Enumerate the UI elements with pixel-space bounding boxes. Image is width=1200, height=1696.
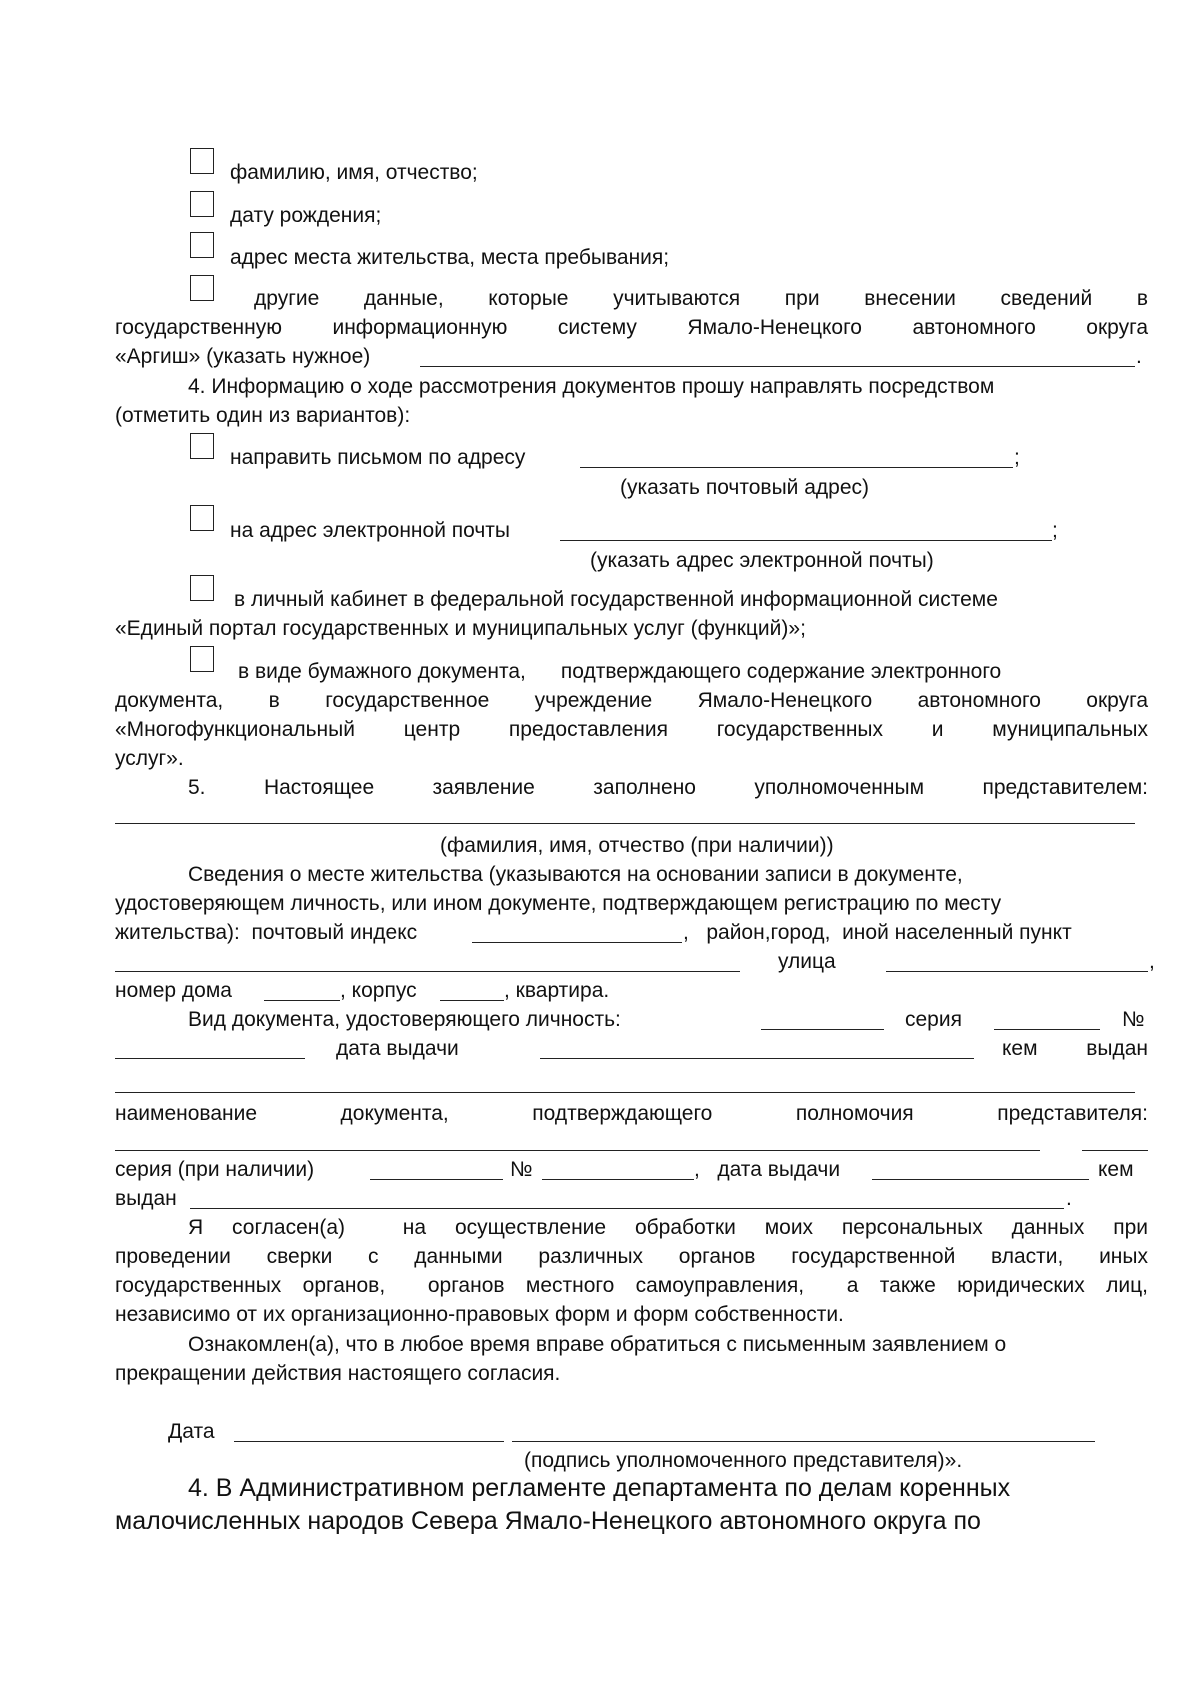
- final-line1: 4. В Административном регламенте департамента по делам коренных: [188, 1474, 1011, 1502]
- building-label: , корпус: [340, 979, 417, 1002]
- opt-cabinet-line2: «Единый портал государственных и муниципальных услуг (функций)»;: [115, 617, 806, 640]
- representative-fio-field[interactable]: [115, 823, 1135, 824]
- consent-line1: Я согласен(а) на осуществление обработки моих персональных данных при: [188, 1216, 1148, 1239]
- id-number-field[interactable]: [115, 1058, 305, 1059]
- checkbox-email[interactable]: [190, 505, 214, 531]
- authority-doc-field-end[interactable]: [1082, 1150, 1148, 1151]
- hint-mail: (указать почтовый адрес): [620, 476, 870, 499]
- authority-end-dot: .: [1066, 1187, 1072, 1210]
- residence-line3b: , район,город, иной населенный пункт: [683, 921, 1072, 944]
- checkbox-cabinet[interactable]: [190, 575, 214, 601]
- signature-field[interactable]: [512, 1441, 1095, 1442]
- mail-address-field[interactable]: [580, 467, 1013, 468]
- authority-doc-label: наименование документа, подтверждающего полномочия представителя:: [115, 1102, 1148, 1125]
- street-label: улица: [778, 950, 836, 973]
- id-doc-type-field[interactable]: [761, 1029, 884, 1030]
- item-fio: фамилию, имя, отчество;: [230, 161, 478, 184]
- email-semicolon: ;: [1052, 519, 1058, 542]
- consent-line2: проведении сверки с данными различных органов государственной власти, иных: [115, 1245, 1148, 1268]
- id-series-label: серия: [905, 1008, 962, 1031]
- email-address-field[interactable]: [560, 540, 1052, 541]
- authority-number-field[interactable]: [542, 1179, 694, 1180]
- consent-line3: государственных органов, органов местного самоуправления, а также юридических лиц,: [115, 1274, 1148, 1297]
- street-comma: ,: [1149, 950, 1155, 973]
- checkbox-mail[interactable]: [190, 433, 214, 459]
- opt-paper-line2: документа, в государственное учреждение Ямало-Ненецкого автономного округа: [115, 689, 1148, 712]
- street-field[interactable]: [886, 971, 1148, 972]
- authority-date-label: , дата выдачи: [694, 1158, 841, 1181]
- opt-paper-line3: «Многофункциональный центр предоставления государственных и муниципальных: [115, 718, 1148, 741]
- opt-email: на адрес электронной почты: [230, 519, 511, 542]
- section5-line1: 5. Настоящее заявление заполнено уполномоченным представителем:: [188, 776, 1148, 799]
- authority-number-label: №: [510, 1158, 533, 1181]
- authority-series-field[interactable]: [370, 1179, 503, 1180]
- item-other-line2: государственную информационную систему Ямало-Ненецкого автономного округа: [115, 316, 1148, 339]
- section4-line2: (отметить один из вариантов):: [115, 404, 411, 427]
- notice-line2: прекращении действия настоящего согласия.: [115, 1362, 561, 1385]
- id-issuer-field[interactable]: [115, 1092, 1135, 1093]
- id-series-field[interactable]: [994, 1029, 1100, 1030]
- id-number-label: №: [1122, 1008, 1145, 1031]
- authority-date-field[interactable]: [872, 1179, 1089, 1180]
- id-issued-by-text: кем выдан: [1002, 1037, 1148, 1060]
- section4-line1: 4. Информацию о ходе рассмотрения документов прошу направлять посредством: [188, 375, 995, 398]
- opt-cabinet-line1: в личный кабинет в федеральной государственной информационной системе: [234, 588, 998, 611]
- other-data-field[interactable]: [420, 366, 1135, 367]
- authority-doc-field[interactable]: [115, 1150, 1040, 1151]
- authority-issued-label: кем: [1098, 1158, 1134, 1181]
- final-line2: малочисленных народов Севера Ямало-Ненецкого автономного округа по: [115, 1507, 981, 1535]
- other-end-dot: .: [1136, 345, 1142, 368]
- house-field[interactable]: [264, 1000, 340, 1001]
- opt-paper-line4: услуг».: [115, 747, 184, 770]
- date-field[interactable]: [234, 1441, 504, 1442]
- consent-line4: независимо от их организационно-правовых форм и форм собственности.: [115, 1303, 844, 1326]
- checkbox-fio[interactable]: [190, 148, 214, 174]
- opt-mail: направить письмом по адресу: [230, 446, 526, 469]
- signature-hint: (подпись уполномоченного представителя)».: [524, 1449, 963, 1472]
- authority-issuer-field[interactable]: [190, 1208, 1064, 1209]
- id-issued-by-label: [1002, 1036, 1148, 1062]
- item-address: адрес места жительства, места пребывания;: [230, 246, 670, 269]
- id-doc-label: Вид документа, удостоверяющего личность:: [188, 1008, 621, 1031]
- hint-email: (указать адрес электронной почты): [590, 549, 934, 572]
- opt-paper-line1: в виде бумажного документа, подтверждающего содержание электронного: [238, 660, 1002, 683]
- authority-series-label: серия (при наличии): [115, 1158, 315, 1181]
- house-label: номер дома: [115, 979, 232, 1002]
- authority-issued-label2: выдан: [115, 1187, 177, 1210]
- checkbox-paper[interactable]: [190, 646, 214, 672]
- item-other-line3: «Аргиш» (указать нужное): [115, 345, 371, 368]
- notice-line1: Ознакомлен(а), что в любое время вправе обратиться с письменным заявлением о: [188, 1333, 1007, 1356]
- date-label: Дата: [168, 1420, 215, 1443]
- residence-line1: Сведения о месте жительства (указываются на основании записи в документе,: [188, 863, 963, 886]
- building-field[interactable]: [440, 1000, 504, 1001]
- item-birth: дату рождения;: [230, 204, 382, 227]
- residence-line3a: жительства): почтовый индекс: [115, 921, 418, 944]
- hint-fio: (фамилия, имя, отчество (при наличии)): [440, 834, 834, 857]
- postal-index-field[interactable]: [472, 942, 682, 943]
- apartment-label: , квартира.: [504, 979, 610, 1002]
- mail-semicolon: ;: [1014, 446, 1020, 469]
- id-date-field[interactable]: [540, 1058, 974, 1059]
- residence-line2: удостоверяющем личность, или ином документе, подтверждающем регистрацию по месту: [115, 892, 1002, 915]
- checkbox-address[interactable]: [190, 232, 214, 258]
- item-other-line1: другие данные, которые учитываются при внесении сведений в: [254, 287, 1148, 310]
- checkbox-other[interactable]: [190, 275, 214, 301]
- settlement-field[interactable]: [115, 971, 740, 972]
- id-date-label: дата выдачи: [336, 1037, 459, 1060]
- checkbox-birth[interactable]: [190, 191, 214, 217]
